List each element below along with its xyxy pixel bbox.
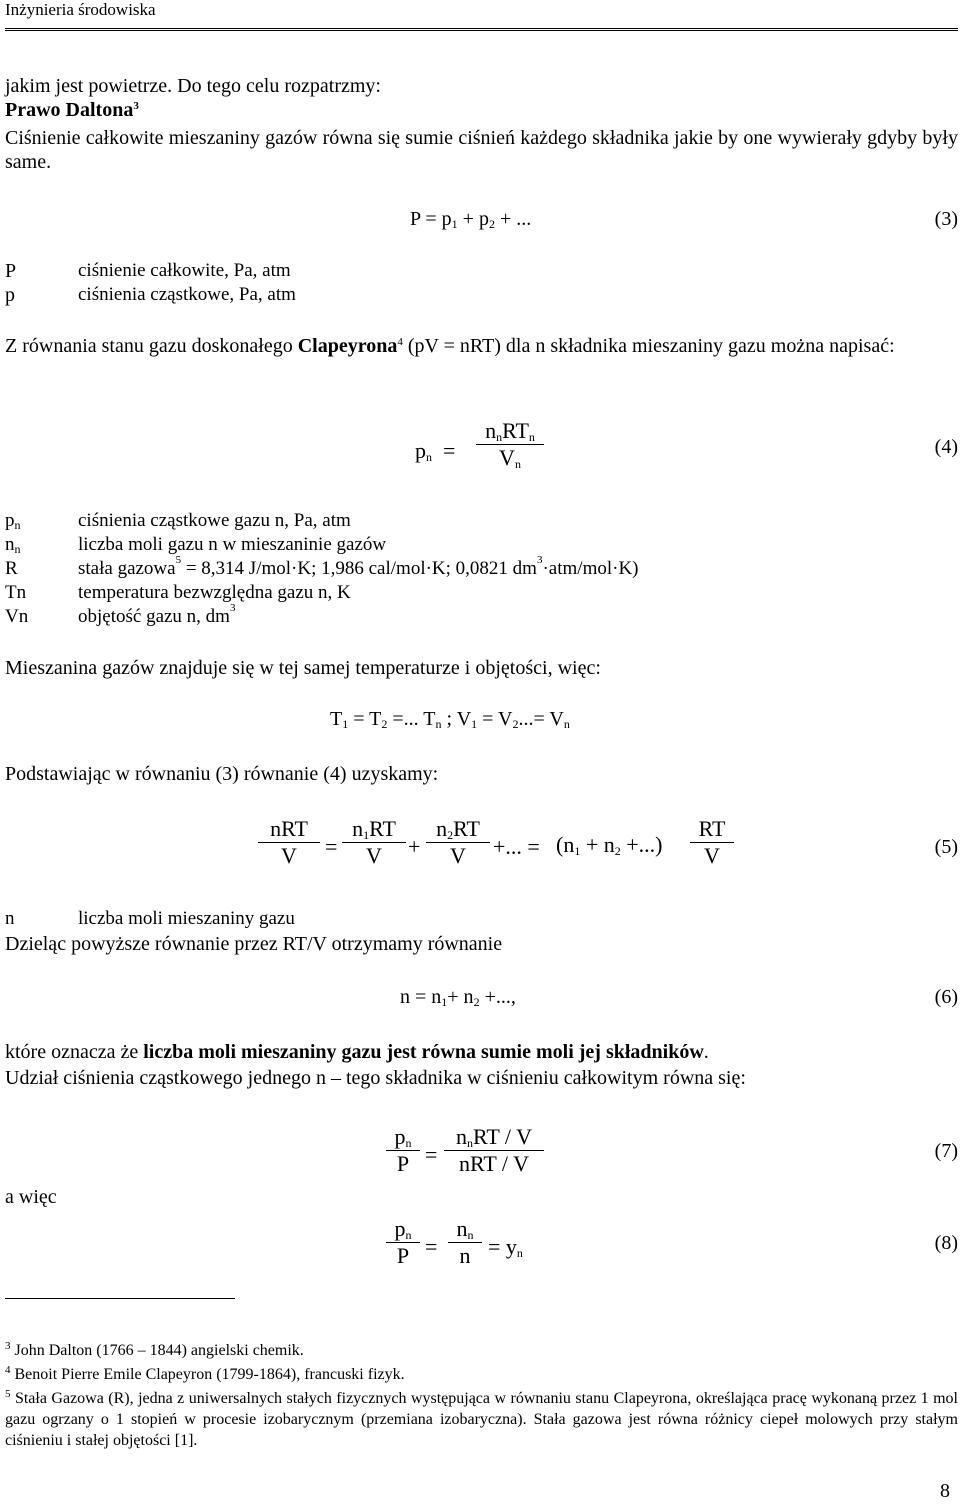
equation-5-fraction: nRT V xyxy=(258,816,320,869)
equation-3-number: (3) xyxy=(934,208,958,230)
def-symbol: P xyxy=(5,260,17,282)
dalton-text: Ciśnienie całkowite mieszaniny gazów równa się sumie ciśnień każdego składnika jakie by one wywierały gdyby były same. xyxy=(5,127,958,173)
plus-sign: + xyxy=(408,834,421,859)
equals-sign: = xyxy=(325,834,338,859)
mixture-line: Mieszanina gazów znajduje się w tej samej temperaturze i objętości, więc: xyxy=(5,657,601,679)
def-symbol: $n_n$ xyxy=(5,534,21,556)
def-text: objętość gazu n, $dm^3$ xyxy=(78,602,236,627)
def-symbol: $p_n$ xyxy=(5,510,21,532)
def-text: ciśnienia cząstkowe, Pa, atm xyxy=(78,284,296,305)
def-text: liczba moli mieszaniny gazu xyxy=(78,908,295,929)
equation-3: $P = p_1 + p_2$ + ... xyxy=(410,208,532,231)
equation-7-fraction: $n_nRT$ / V nRT / V xyxy=(444,1124,544,1177)
def-text: ciśnienie całkowite, Pa, atm xyxy=(78,260,291,281)
running-header: Inżynieria środowiska xyxy=(5,0,156,19)
def-text: stała gazowa$^5$ = 8,314 J/mol·K; 1,986 cal/mol·K; 0,0821 $dm^3\cdot atm/mol\cdot K$) xyxy=(78,554,639,579)
def-text: temperatura bezwzględna gazu n, K xyxy=(78,582,351,603)
equation-6: $n = n_1+ n_2$ +..., xyxy=(400,986,516,1009)
equation-8-number: (8) xyxy=(934,1232,958,1254)
equation-6-number: (6) xyxy=(934,986,958,1008)
equation-4-lhs: $p_n$ = xyxy=(415,438,456,464)
equation-5-number: (5) xyxy=(934,836,958,858)
def-symbol: n xyxy=(5,908,15,929)
equation-4-number: (4) xyxy=(934,436,958,458)
equation-8-fraction: $\frac{p_n}{P}$ xyxy=(386,1216,420,1269)
a-wiec-label: a więc xyxy=(5,1186,57,1208)
equation-5-paren: ($n_1 + n_2$ +...) xyxy=(556,832,663,858)
equation-4-fraction: $n_nRT_n$ $V_n$ xyxy=(476,418,544,471)
mixture-equation: $T_1 = T_2$ =... $T_n$ ; $V_1 = V_2...= V_n$ xyxy=(330,708,570,731)
division-line: Dzieląc powyższe równanie przez RT/V otrzymamy równanie xyxy=(5,933,503,955)
footnote: $^5$ Stała Gazowa (R), jedna z uniwersalnych stałych fizycznych występująca w równaniu stanu Clapeyrona, określająca pracę wykonaną przez 1 mol gazu ogrzany o 1 stopień w procesie izobarycznym (przemiana izobaryczna). Stała gazowa jest równa różnicy ciepeł molowych przy stałym ciśnieniu i stałej objętości [1]. xyxy=(5,1388,958,1449)
page-number: 8 xyxy=(940,1480,950,1502)
equation-5-fraction: $\frac{n_1RT}{V}$ xyxy=(342,816,406,869)
substitution-line: Podstawiając w równaniu (3) równanie (4) uzyskamy: xyxy=(5,763,439,785)
def-symbol: p xyxy=(5,284,15,306)
footnote-ref: 3 xyxy=(133,100,139,112)
clapeyron-paragraph: Z równania stanu gazu doskonałego Clapeyrona$^4$ (pV = nRT) dla n składnika mieszaniny gazu można napisać: xyxy=(5,335,895,357)
footnote-rule xyxy=(5,1298,235,1299)
equation-7-number: (7) xyxy=(934,1140,958,1162)
def-text: liczba moli gazu n w mieszaninie gazów xyxy=(78,534,387,555)
equation-5-fraction: $\frac{n_2RT}{V}$ xyxy=(426,816,490,869)
equation-8-rhs: = $y_n$ xyxy=(488,1234,523,1260)
ratio-line: Udział ciśnienia cząstkowego jednego n – tego składnika w ciśnieniu całkowitym równa się: xyxy=(5,1067,746,1089)
equation-5-fraction: $\frac{RT}{V}$ xyxy=(690,816,734,869)
def-symbol: R xyxy=(5,558,18,579)
equals-sign: = xyxy=(425,1234,438,1259)
def-symbol: Vn xyxy=(5,606,29,627)
equals-sign: = xyxy=(425,1142,438,1167)
equation-5-middle: +... = xyxy=(493,834,540,859)
dalton-heading: Prawo Daltona$^3$ xyxy=(5,99,139,121)
header-rule xyxy=(5,28,958,31)
equation-8-fraction: $\frac{n_n}{n}$ xyxy=(448,1216,482,1269)
footnote: $^3$ John Dalton (1766 – 1844) angielski chemik. xyxy=(5,1340,304,1359)
conclusion-line: które oznacza że liczba moli mieszaniny gazu jest równa sumie moli jej składników. xyxy=(5,1041,709,1063)
intro-line: jakim jest powietrze. Do tego celu rozpatrzmy: xyxy=(5,75,381,97)
def-symbol: Tn xyxy=(5,582,27,603)
footnote: $^4$ Benoit Pierre Emile Clapeyron (1799-1864), francuski fizyk. xyxy=(5,1364,405,1383)
equation-7-fraction: $\frac{p_n}{P}$ xyxy=(386,1124,420,1177)
def-text: ciśnienia cząstkowe gazu n, Pa, atm xyxy=(78,510,351,531)
